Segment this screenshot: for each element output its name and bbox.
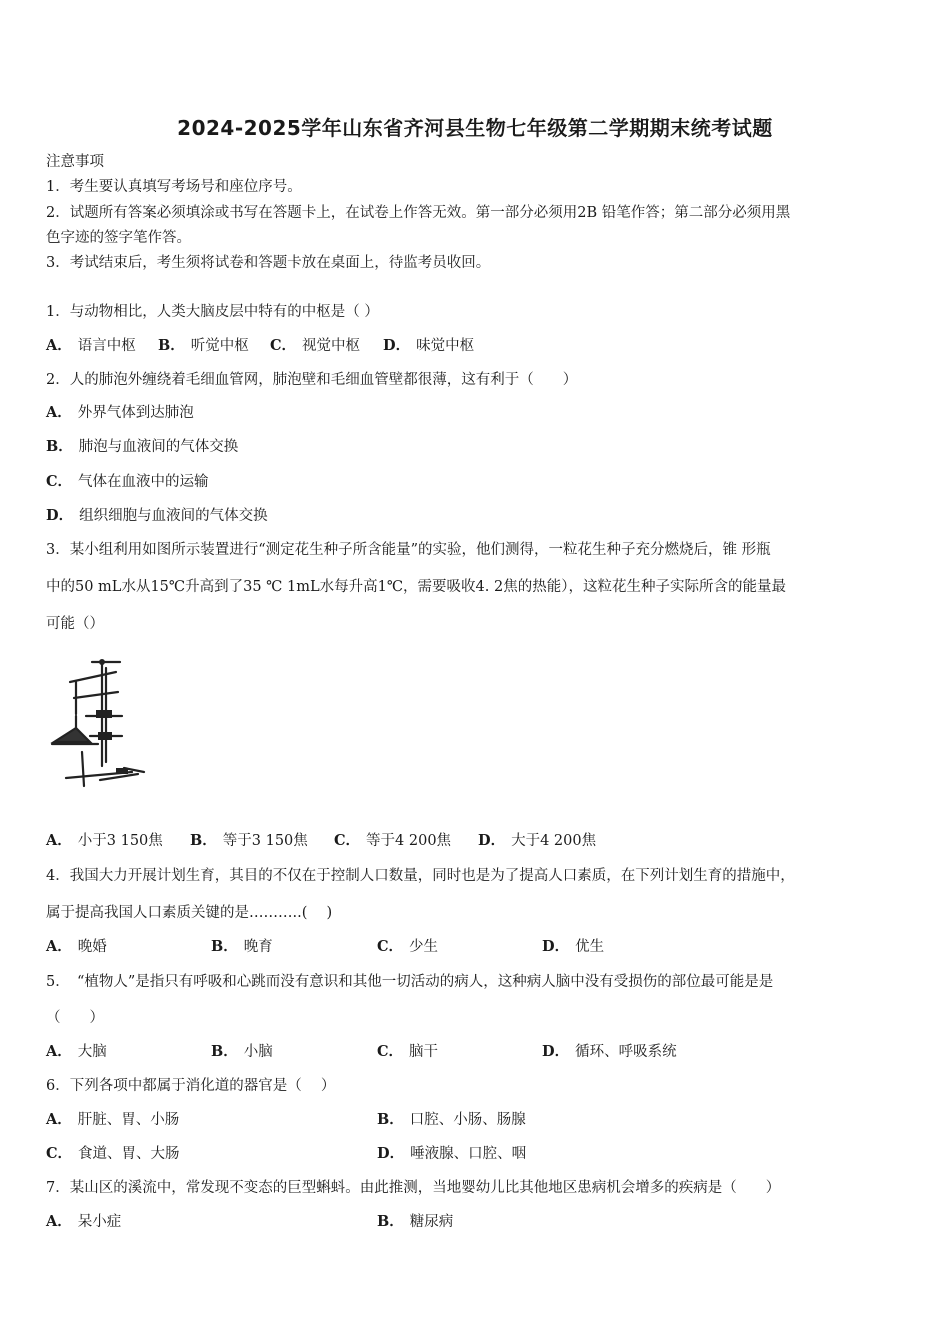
q3-option-c: C． 等于4 200焦 [334,832,452,849]
question-3-stem: 可能（） [46,616,104,632]
notice-item: 2．试题所有答案必须填涂或书写在答题卡上，在试卷上作答无效。第一部分必须用2B 铅笔作答；第二部分必须用黑 [46,205,791,221]
q1-option-a: A． 语言中枢 [46,337,136,354]
q2-option-d: D． 组织细胞与血液间的气体交换 [46,507,268,524]
q2-option-a: A． 外界气体到达肺泡 [46,404,194,421]
q6-option-d: D． 唾液腺、口腔、咽 [377,1145,527,1162]
q4-option-a: A． 晚婚 [46,938,107,955]
notice-item: 3．考试结束后，考生须将试卷和答题卡放在桌面上，待监考员收回。 [46,255,491,271]
q1-option-c: C． 视觉中枢 [270,337,361,354]
question-1-stem: 1．与动物相比，人类大脑皮层中特有的中枢是（ ） [46,304,379,320]
question-2-stem: 2．人的肺泡外缠绕着毛细血管网，肺泡壁和毛细血管壁都很薄，这有利于（ ） [46,372,578,388]
notice-heading: 注意事项 [46,154,104,170]
q6-option-b: B． 口腔、小肠、肠腺 [377,1111,526,1128]
q2-option-b: B． 肺泡与血液间的气体交换 [46,438,239,455]
question-6-stem: 6．下列各项中都属于消化道的器官是（ ） [46,1078,336,1094]
question-3-stem: 3．某小组利用如图所示装置进行“测定花生种子所含能量”的实验，他们测得，一粒花生种子充分燃烧后，锥 形瓶 [46,542,771,558]
q6-option-a: A． 肝脏、胃、小肠 [46,1111,180,1128]
q2-option-c: C． 气体在血液中的运输 [46,473,209,490]
question-4-stem: 属于提高我国人口素质关键的是………..( ) [46,905,333,921]
q5-option-a: A． 大脑 [46,1043,107,1060]
page-title: 2024-2025学年山东省齐河县生物七年级第二学期期末统考试题 [177,116,773,140]
q4-option-c: C． 少生 [377,938,439,955]
q7-option-a: A． 呆小症 [46,1213,122,1230]
question-7-stem: 7．某山区的溪流中，常发现不变态的巨型蝌蚪。由此推测，当地婴幼儿比其他地区患病机会增多的疾病是（ ） [46,1180,781,1196]
question-4-stem: 4．我国大力开展计划生育，其目的不仅在于控制人口数量，同时也是为了提高人口素质，在下列计划生育的措施中， [46,868,795,884]
q5-option-b: B． 小脑 [211,1043,273,1060]
question-3-stem: 中的50 mL水从15℃升高到了35 ℃ 1mL水每升高1℃，需要吸收4. 2焦的热能），这粒花生种子实际所含的能量最 [46,579,786,595]
q7-option-b: B． 糖尿病 [377,1213,454,1230]
q1-option-d: D． 味觉中枢 [383,337,475,354]
q5-option-c: C． 脑干 [377,1043,439,1060]
q5-option-d: D． 循环、呼吸系统 [542,1043,677,1060]
notice-item: 色字迹的签字笔作答。 [46,230,191,246]
notice-item: 1．考生要认真填写考场号和座位序号。 [46,179,302,195]
question-5-stem: （ ） [46,1010,104,1026]
q3-option-d: D． 大于4 200焦 [478,832,597,849]
q4-option-b: B． 晚育 [211,938,273,955]
peanut-burning-apparatus-figure [46,654,154,794]
q6-option-c: C． 食道、胃、大肠 [46,1145,180,1162]
q1-option-b: B． 听觉中枢 [158,337,249,354]
q3-option-b: B． 等于3 150焦 [190,832,308,849]
q4-option-d: D． 优生 [542,938,605,955]
question-5-stem: 5． “植物人”是指只有呼吸和心跳而没有意识和其他一切活动的病人，这种病人脑中没有受损伤的部位最可能是是 [46,974,774,990]
q3-option-a: A． 小于3 150焦 [46,832,163,849]
